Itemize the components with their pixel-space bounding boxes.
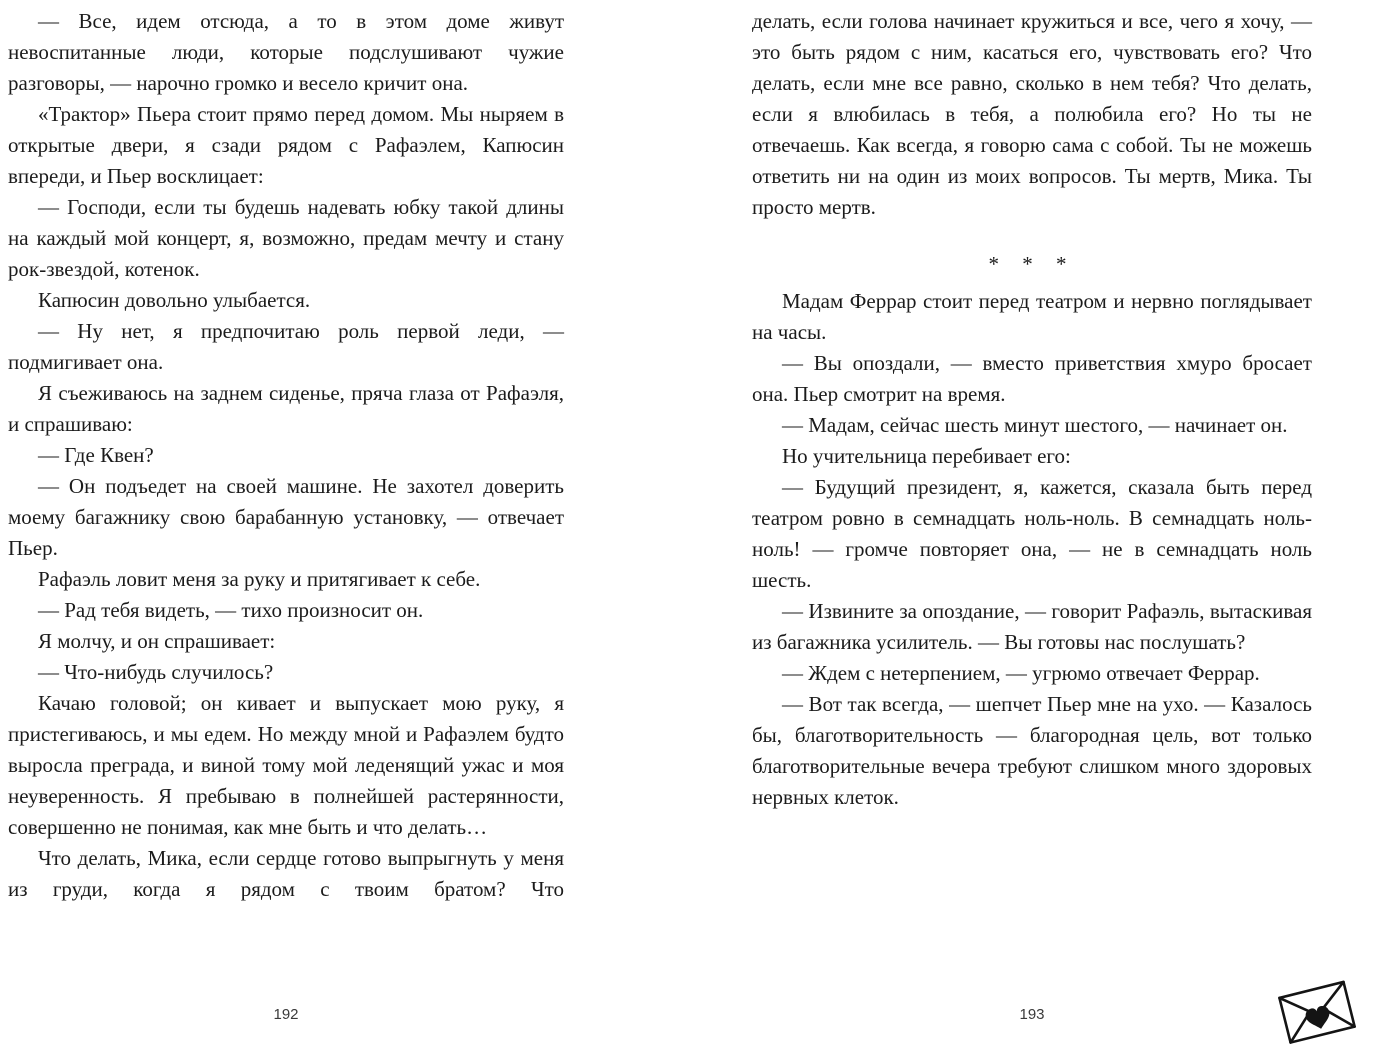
paragraph: — Извините за опоздание, — говорит Рафаэль, вытаскивая из багажника усилитель. — Вы готовы нас послушать? (752, 599, 1312, 654)
paragraph: делать, если голова начинает кружиться и все, чего я хочу, — это быть рядом с ним, касаться его, чувствовать его? Что делать, если мне все равно, сколько в нем тебя? Что делать, если я влюбилась в тебя, а полюбила его? Но ты не отвечаешь. Как всегда, я говорю сама с собой. Ты не можешь ответить ни на один из моих вопросов. Ты мертв, Мика. Ты просто мертв. (752, 9, 1312, 219)
paragraph: — Все, идем отсюда, а то в этом доме живут невоспитанные люди, которые подслушивают чужие разговоры, — нарочно громко и весело кричит она. (8, 9, 564, 95)
page-text-right (752, 6, 1312, 813)
paragraph: — Вот так всегда, — шепчет Пьер мне на ухо. — Казалось бы, благотворительность — благородная цель, вот только благотворительные вечера требуют слишком много здоровых нервных клеток. (752, 692, 1312, 809)
scene-break-separator: * * * (988, 252, 1076, 276)
page-text-left (8, 6, 564, 905)
paragraph: — Он подъедет на своей машине. Не захотел доверить моему багажнику свою барабанную установку, — отвечает Пьер. (8, 474, 564, 560)
paragraph: — Ну нет, я предпочитаю роль первой леди, — подмигивает она. (8, 319, 564, 374)
paragraph: Но учительница перебивает его: (782, 444, 1071, 468)
paragraph: Рафаэль ловит меня за руку и притягивает к себе. (38, 567, 481, 591)
page-number-left: 192 (273, 1006, 299, 1023)
paragraph: — Вы опоздали, — вместо приветствия хмуро бросает она. Пьер смотрит на время. (752, 351, 1312, 406)
paragraph: «Трактор» Пьера стоит прямо перед домом. Мы ныряем в открытые двери, я сзади рядом с Рафаэлем, Капюсин впереди, и Пьер восклицает: (8, 102, 564, 188)
paragraph: — Будущий президент, я, кажется, сказала быть перед театром ровно в семнадцать ноль-ноль. В семнадцать ноль-ноль! — громче повторяет она, — не в семнадцать ноль шесть. (752, 475, 1312, 592)
paragraph: Мадам Феррар стоит перед театром и нервно поглядывает на часы. (752, 289, 1312, 344)
paragraph: — Мадам, сейчас шесть минут шестого, — начинает он. (782, 413, 1288, 437)
paragraph: — Ждем с нетерпением, — угрюмо отвечает Феррар. (782, 661, 1260, 685)
paragraph: — Рад тебя видеть, — тихо произносит он. (38, 598, 424, 622)
paragraph: — Господи, если ты будешь надевать юбку такой длины на каждый мой концерт, я, возможно, предам мечту и стану рок-звездой, котенок. (8, 195, 564, 281)
page-left (8, 6, 564, 1051)
paragraph: Что делать, Мика, если сердце готово выпрыгнуть у меня из груди, когда я рядом с твоим братом? Что (8, 846, 564, 901)
page-right (752, 6, 1312, 1051)
paragraph: Качаю головой; он кивает и выпускает мою руку, я пристегиваюсь, и мы едем. Но между мной и Рафаэлем будто выросла преграда, и виной тому мой леденящий ужас и моя неуверенность. Я пребываю в полнейшей растерянности, совершенно не понимая, как мне быть и что делать… (8, 691, 564, 839)
page-number-right: 193 (1019, 1006, 1045, 1023)
paragraph: Я молчу, и он спрашивает: (38, 629, 276, 653)
paragraph: Капюсин довольно улыбается. (38, 288, 311, 312)
paragraph: — Что-нибудь случилось? (38, 660, 274, 684)
paragraph: Я съеживаюсь на заднем сиденье, пряча глаза от Рафаэля, и спрашиваю: (8, 381, 564, 436)
paragraph: — Где Квен? (38, 443, 154, 467)
